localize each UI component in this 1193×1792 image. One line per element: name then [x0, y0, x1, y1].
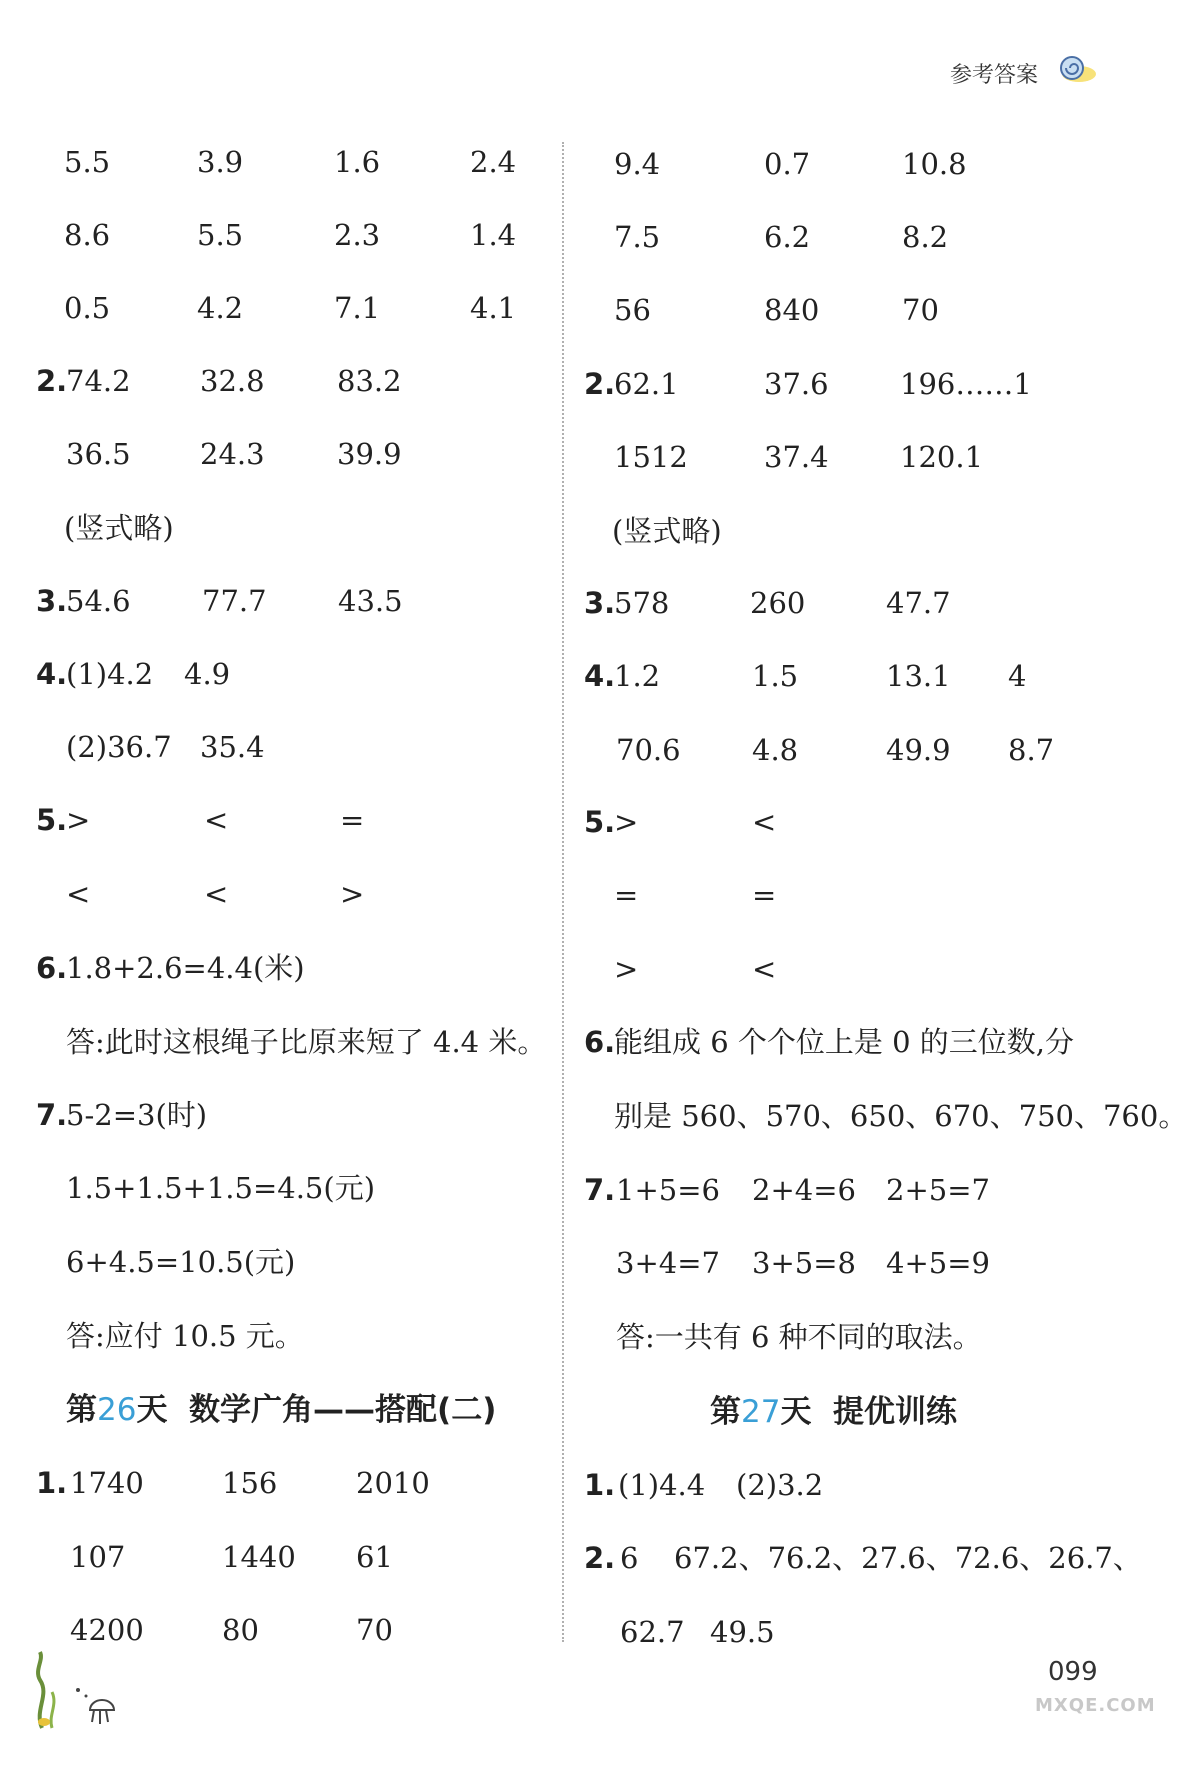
answer-value: 8.6	[64, 218, 111, 252]
answer-value: 83.2	[337, 364, 402, 398]
equation: 1.5+1.5+1.5=4.5(元)	[66, 1171, 376, 1205]
question-number: 2.	[584, 367, 616, 401]
equation: 3+4=7	[616, 1246, 720, 1280]
answer-value: 70.6	[616, 733, 681, 767]
answer-value: 1.2	[614, 659, 661, 693]
answer-value: 77.7	[202, 584, 267, 618]
answer-value: (2)36.7	[66, 730, 172, 764]
comparison-sign: >	[66, 803, 91, 837]
answer-value: 4.8	[752, 733, 799, 767]
comparison-sign: =	[752, 878, 777, 912]
answer-value: 840	[764, 293, 820, 327]
answer-value: 1440	[222, 1540, 296, 1574]
answer-value: 1.4	[470, 218, 517, 252]
comparison-sign: >	[614, 952, 639, 986]
answer-value: 2010	[356, 1466, 430, 1500]
comparison-sign: <	[204, 803, 229, 837]
question-number: 3.	[584, 586, 616, 620]
answer-value: 37.6	[764, 367, 829, 401]
answer-sentence: 能组成 6 个个位上是 0 的三位数,分	[614, 1025, 1074, 1059]
answer-value: 1512	[614, 440, 688, 474]
section-title: 提优训练	[833, 1394, 958, 1430]
answer-value: 156	[222, 1466, 278, 1500]
header-title: 参考答案	[950, 63, 1039, 88]
day-number: 27	[741, 1394, 781, 1430]
answer-value: 2.3	[334, 218, 381, 252]
comparison-sign: =	[340, 803, 365, 837]
seaweed-jellyfish-illustration	[30, 1650, 120, 1730]
answer-value: 37.4	[764, 440, 829, 474]
question-number: 6.	[584, 1025, 616, 1059]
answer-value: (1)4.2	[66, 657, 154, 691]
section-title: 数学广角——搭配(二)	[189, 1392, 497, 1428]
comparison-sign: =	[614, 878, 639, 912]
column-divider	[562, 142, 564, 1642]
section-heading-day26	[66, 1390, 496, 1430]
answer-sentence: 答:一共有 6 种不同的取法。	[616, 1320, 982, 1354]
question-number: 1.	[36, 1466, 68, 1500]
answer-value: 260	[750, 586, 806, 620]
answer-value: 4.2	[197, 291, 244, 325]
answer-sentence: 答:此时这根绳子比原来短了 4.4 米。	[66, 1025, 547, 1059]
equation: 6+4.5=10.5(元)	[66, 1245, 296, 1279]
question-number: 4.	[584, 659, 616, 693]
answer-value: 13.1	[886, 659, 951, 693]
answer-sentence: 答:应付 10.5 元。	[66, 1319, 304, 1353]
question-number: 4.	[36, 657, 68, 691]
answer-value: 43.5	[338, 584, 403, 618]
answer-value: 62.1	[614, 367, 679, 401]
watermark: MXQE.COM	[1035, 1695, 1156, 1716]
answer-value: 74.2	[66, 364, 131, 398]
answer-value: 39.9	[337, 437, 402, 471]
equation: 1+5=6	[616, 1173, 720, 1207]
answer-value: 4.9	[184, 657, 231, 691]
note-text: (竖式略)	[64, 511, 174, 545]
comparison-sign: <	[752, 952, 777, 986]
section-heading-day27	[710, 1392, 957, 1432]
answer-value: 1740	[70, 1466, 144, 1500]
answer-value: 6	[620, 1541, 639, 1575]
answer-value: 9.4	[614, 147, 661, 181]
equation: 1.8+2.6=4.4(米)	[66, 951, 305, 985]
comparison-sign: >	[614, 805, 639, 839]
answer-value: 70	[356, 1613, 393, 1647]
heading-prefix: 第	[710, 1394, 741, 1430]
answer-value: 1.5	[752, 659, 799, 693]
question-number: 1.	[584, 1468, 616, 1502]
answer-value: 196……1	[900, 367, 1032, 401]
answer-value: 36.5	[66, 437, 131, 471]
answer-value: 5.5	[197, 218, 244, 252]
answer-value: 0.7	[764, 147, 811, 181]
answer-value: 120.1	[900, 440, 984, 474]
question-number: 5.	[584, 805, 616, 839]
answer-value: 7.1	[334, 291, 381, 325]
answer-value: (2)3.2	[736, 1468, 824, 1502]
answer-value: 0.5	[64, 291, 111, 325]
answer-value: 70	[902, 293, 939, 327]
answer-value: 56	[614, 293, 651, 327]
answer-value: 49.5	[710, 1615, 775, 1649]
answer-value: (1)4.4	[618, 1468, 706, 1502]
comparison-sign: >	[340, 877, 365, 911]
answer-value: 8.7	[1008, 733, 1055, 767]
answer-value: 3.9	[197, 145, 244, 179]
comparison-sign: <	[752, 805, 777, 839]
shell-icon	[1055, 54, 1097, 84]
equation: 2+4=6	[752, 1173, 856, 1207]
answer-value: 24.3	[200, 437, 265, 471]
answer-value: 2.4	[470, 145, 517, 179]
page-number: 099	[1048, 1657, 1098, 1687]
heading-prefix: 第	[66, 1392, 97, 1428]
answer-value: 4	[1008, 659, 1027, 693]
answer-value: 61	[356, 1540, 393, 1574]
heading-suffix: 天	[136, 1392, 168, 1428]
answer-value: 4.1	[470, 291, 517, 325]
answer-value: 1.6	[334, 145, 381, 179]
answer-value: 10.8	[902, 147, 967, 181]
answer-value: 107	[70, 1540, 126, 1574]
equation: 3+5=8	[752, 1246, 856, 1280]
answer-value: 47.7	[886, 586, 951, 620]
answer-value: 32.8	[200, 364, 265, 398]
answer-value: 54.6	[66, 584, 131, 618]
answer-sentence: 别是 560、570、650、670、750、760。	[614, 1099, 1188, 1133]
answer-value: 5.5	[64, 145, 111, 179]
question-number: 5.	[36, 803, 68, 837]
equation: 5-2=3(时)	[66, 1098, 208, 1132]
equation: 4+5=9	[886, 1246, 990, 1280]
answer-value: 4200	[70, 1613, 144, 1647]
answer-value: 80	[222, 1613, 259, 1647]
answer-value: 578	[614, 586, 670, 620]
question-number: 2.	[36, 364, 68, 398]
question-number: 3.	[36, 584, 68, 618]
answer-value: 7.5	[614, 220, 661, 254]
equation: 2+5=7	[886, 1173, 990, 1207]
question-number: 7.	[584, 1173, 616, 1207]
answer-value: 6.2	[764, 220, 811, 254]
answer-value: 35.4	[200, 730, 265, 764]
day-number: 26	[97, 1392, 137, 1428]
comparison-sign: <	[204, 877, 229, 911]
answer-value: 49.9	[886, 733, 951, 767]
comparison-sign: <	[66, 877, 91, 911]
note-text: (竖式略)	[612, 514, 722, 548]
answer-value: 67.2、76.2、27.6、72.6、26.7、	[674, 1541, 1142, 1575]
question-number: 6.	[36, 951, 68, 985]
answer-value: 62.7	[620, 1615, 685, 1649]
heading-suffix: 天	[780, 1394, 812, 1430]
answer-value: 8.2	[902, 220, 949, 254]
question-number: 2.	[584, 1541, 616, 1575]
question-number: 7.	[36, 1098, 68, 1132]
